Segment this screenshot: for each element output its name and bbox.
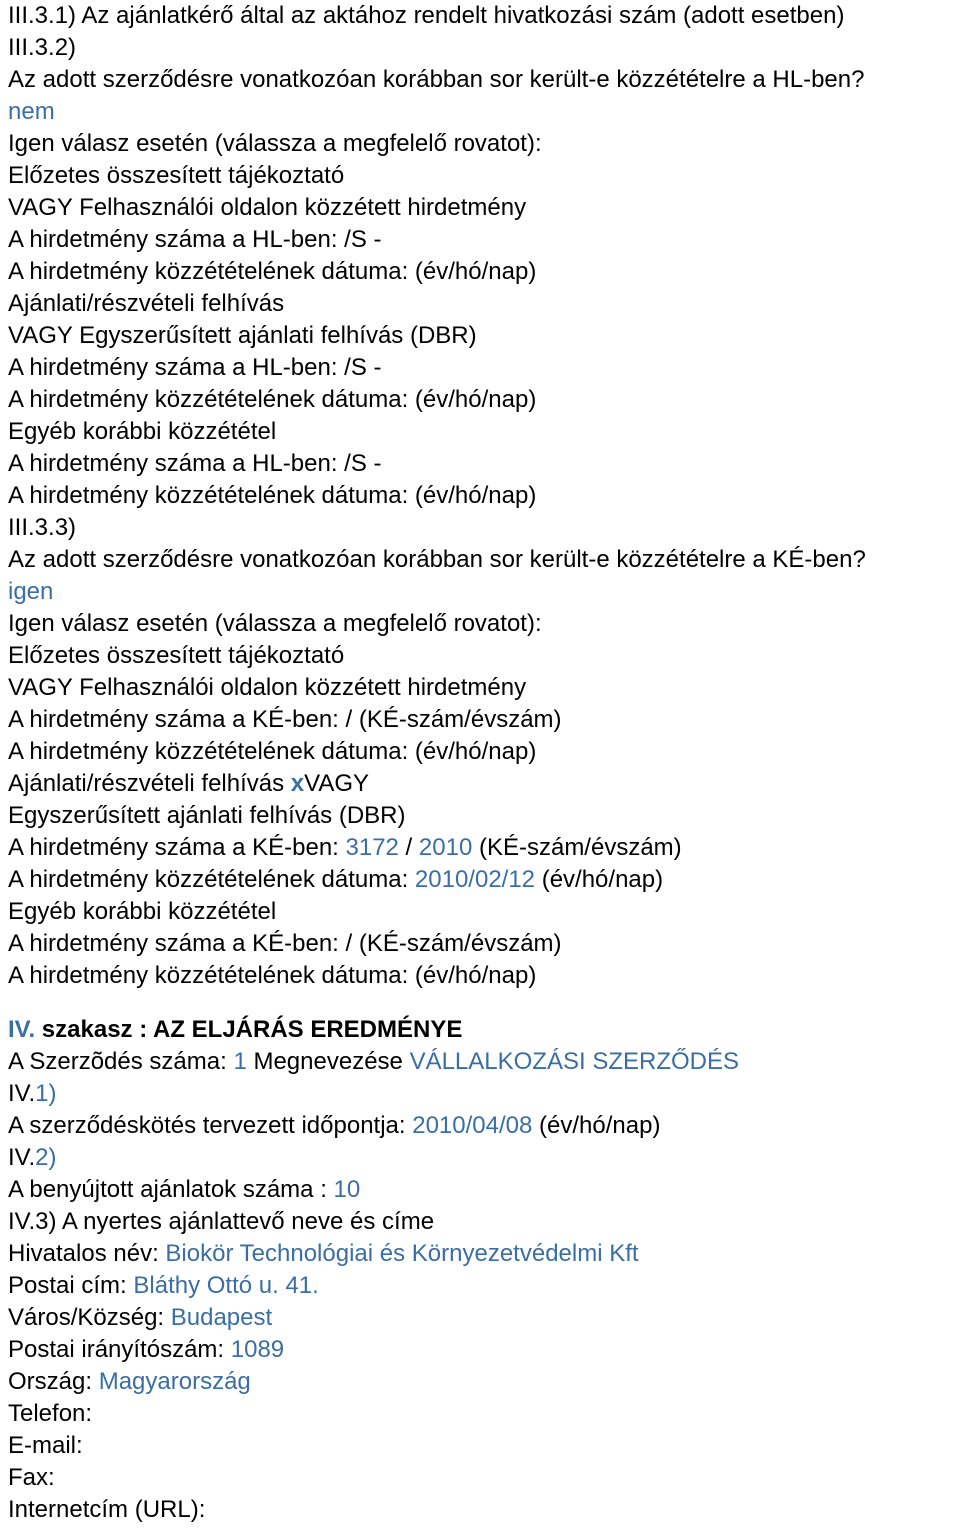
city-value: Budapest: [170, 1304, 273, 1331]
ke-number-suffix: (KÉ-szám/évszám): [472, 834, 682, 861]
offers-line: [8, 1174, 960, 1206]
ke-question: Az adott szerződésre vonatkozóan korábban sor került-e közzétételre a KÉ-ben?: [8, 546, 866, 573]
contract-number-label: A Szerzõdés száma:: [8, 1048, 234, 1075]
url-label: Internetcím (URL):: [8, 1496, 206, 1523]
section-iv-2-number: 2): [35, 1144, 57, 1171]
section-iv-title: szakasz : AZ ELJÁRÁS EREDMÉNYE: [35, 1016, 463, 1043]
postal-address-label: Postai cím:: [8, 1272, 134, 1299]
ajanlati-line: [8, 768, 960, 800]
section-iv-1: [8, 1078, 960, 1110]
city-label: Város/Község:: [8, 1304, 171, 1331]
section-iv-1-prefix: IV.: [8, 1080, 36, 1107]
zip-value: 1089: [230, 1336, 285, 1363]
contract-date-value: 2010/04/08: [412, 1112, 533, 1139]
country-label: Ország:: [8, 1368, 99, 1395]
section-iii-3-2: III.3.2): [8, 34, 77, 61]
ke-number-label: A hirdetmény száma a KÉ-ben:: [8, 834, 346, 861]
hl-line: VAGY Egyszerűsített ajánlati felhívás (DBR): [8, 322, 477, 349]
section-iv-3-title: 3) A nyertes ajánlattevő neve és címe: [35, 1208, 435, 1235]
zip-line: [8, 1334, 960, 1366]
section-iv-prefix: IV.: [8, 1016, 36, 1043]
dbr-line: Egyszerűsített ajánlati felhívás (DBR): [8, 802, 406, 829]
official-name-line: [8, 1238, 960, 1270]
ke-number-separator: /: [398, 834, 419, 861]
section-iv-heading: [8, 1014, 960, 1046]
hl-line: VAGY Felhasználói oldalon közzétett hirdetmény: [8, 194, 527, 221]
ke-line: VAGY Felhasználói oldalon közzétett hirdetmény: [8, 674, 527, 701]
ke-date-label: A hirdetmény közzétételének dátuma:: [8, 866, 415, 893]
ke-date-line: [8, 864, 960, 896]
hl-line: A hirdetmény közzétételének dátuma: (év/hó/nap): [8, 258, 537, 285]
hl-line: A hirdetmény száma a HL-ben: /S -: [8, 450, 382, 477]
country-line: [8, 1366, 960, 1398]
contract-name-label: Megnevezése: [246, 1048, 410, 1075]
phone-label: Telefon:: [8, 1400, 93, 1427]
contract-date-line: [8, 1110, 960, 1142]
hl-line: A hirdetmény száma a HL-ben: /S -: [8, 354, 382, 381]
zip-label: Postai irányítószám:: [8, 1336, 231, 1363]
ke-line: Előzetes összesített tájékoztató: [8, 642, 345, 669]
hl-line: Előzetes összesített tájékoztató: [8, 162, 345, 189]
hl-line: Igen válasz esetén (válassza a megfelelő rovatot):: [8, 130, 542, 157]
contract-number: 1: [233, 1048, 247, 1075]
hl-line: A hirdetmény száma a HL-ben: /S -: [8, 226, 382, 253]
ke-number-line: [8, 832, 960, 864]
hl-answer: nem: [8, 98, 55, 125]
section-iii-3-3: III.3.3): [8, 514, 77, 541]
ke-year-value: 2010: [418, 834, 473, 861]
contract-line: [8, 1046, 960, 1078]
section-iv-2-prefix: IV.: [8, 1144, 36, 1171]
ajanlati-x-mark: x: [290, 770, 305, 797]
email-label: E-mail:: [8, 1432, 83, 1459]
section-iv-3: [8, 1206, 960, 1238]
ref-number-line: III.3.1) Az ajánlatkérő által az aktához rendelt hivatkozási szám (adott esetben): [8, 2, 845, 29]
ke-line: A hirdetmény száma a KÉ-ben: / (KÉ-szám/évszám): [8, 930, 562, 957]
fax-label: Fax:: [8, 1464, 55, 1491]
section-iv-2: [8, 1142, 960, 1174]
hl-line: A hirdetmény közzétételének dátuma: (év/hó/nap): [8, 482, 537, 509]
hl-line: Ajánlati/részvételi felhívás: [8, 290, 285, 317]
section-iv-3-prefix: IV.: [8, 1208, 36, 1235]
ke-date-suffix: (év/hó/nap): [535, 866, 664, 893]
contract-date-label: A szerződéskötés tervezett időpontja:: [8, 1112, 413, 1139]
hl-question: Az adott szerződésre vonatkozóan korábban sor került-e közzétételre a HL-ben?: [8, 66, 865, 93]
city-line: [8, 1302, 960, 1334]
hl-line: Egyéb korábbi közzététel: [8, 418, 277, 445]
section-gap: [8, 992, 960, 1014]
official-name-label: Hivatalos név:: [8, 1240, 166, 1267]
ke-date-value: 2010/02/12: [414, 866, 536, 893]
postal-address-value: Bláthy Ottó u. 41.: [133, 1272, 319, 1299]
ke-number-value: 3172: [345, 834, 399, 861]
offers-value: 10: [333, 1176, 361, 1203]
section-iv-1-number: 1): [35, 1080, 57, 1107]
ke-line: Igen válasz esetén (válassza a megfelelő rovatot):: [8, 610, 542, 637]
ajanlati-vagy: VAGY: [304, 770, 370, 797]
ajanlati-label: Ajánlati/részvételi felhívás: [8, 770, 291, 797]
hl-line: A hirdetmény közzétételének dátuma: (év/hó/nap): [8, 386, 537, 413]
ke-line: A hirdetmény száma a KÉ-ben: / (KÉ-szám/évszám): [8, 706, 562, 733]
ke-answer: igen: [8, 578, 54, 605]
ke-line: A hirdetmény közzétételének dátuma: (év/hó/nap): [8, 962, 537, 989]
official-name-value: Biokör Technológiai és Környezetvédelmi Kft: [165, 1240, 639, 1267]
offers-label: A benyújtott ajánlatok száma :: [8, 1176, 334, 1203]
contract-name: VÁLLALKOZÁSI SZERZŐDÉS: [409, 1048, 739, 1075]
ke-line: Egyéb korábbi közzététel: [8, 898, 277, 925]
country-value: Magyarország: [98, 1368, 251, 1395]
ke-line: A hirdetmény közzétételének dátuma: (év/hó/nap): [8, 738, 537, 765]
contract-date-suffix: (év/hó/nap): [532, 1112, 661, 1139]
postal-address-line: [8, 1270, 960, 1302]
